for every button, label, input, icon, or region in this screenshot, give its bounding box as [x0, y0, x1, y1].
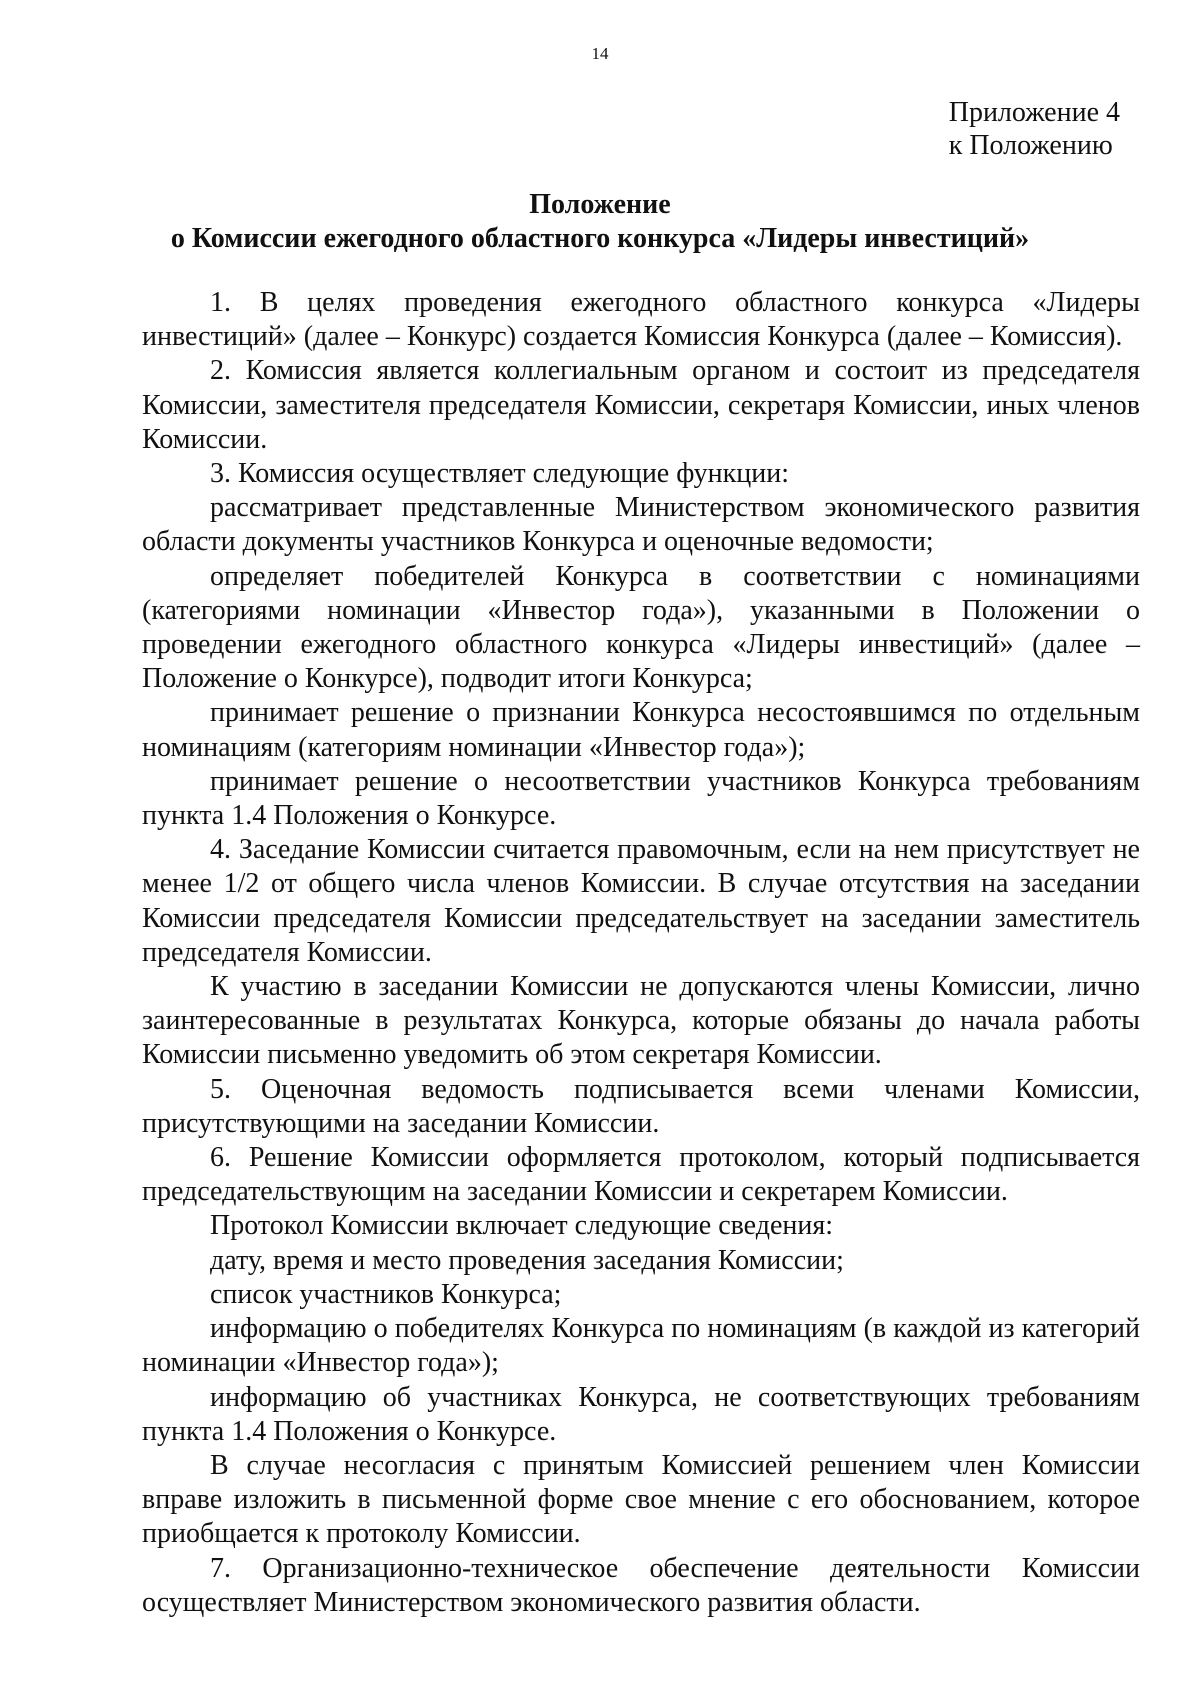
paragraph: В случае несогласия с принятым Комиссией решением член Комиссии вправе изложить в письменной форме свое мнение с его обоснованием, которое приобщается к протоколу Комиссии.	[142, 1449, 1140, 1550]
paragraph: Протокол Комиссии включает следующие сведения:	[210, 1210, 834, 1242]
document-title	[0, 188, 1200, 256]
paragraph: 5. Оценочная ведомость подписывается всеми членами Комиссии, присутствующими на заседании Комиссии.	[142, 1073, 1140, 1139]
title-line-2: о Комиссии ежегодного областного конкурса «Лидеры инвестиций»	[170, 223, 1030, 254]
annex-line-2: к Положению	[948, 130, 1113, 161]
paragraph: 7. Организационно-техническое обеспечение деятельности Комиссии осуществляет Министерством экономического развития области.	[142, 1552, 1140, 1618]
paragraph: принимает решение о несоответствии участников Конкурса требованиям пункта 1.4 Положения о Конкурсе.	[142, 765, 1140, 832]
paragraph: принимает решение о признании Конкурса несостоявшимся по отдельным номинациям (категориям номинации «Инвестор года»);	[142, 697, 1140, 763]
paragraph: 6. Решение Комиссии оформляется протоколом, который подписывается председательствующим на заседании Комиссии и секретарем Комиссии.	[142, 1142, 1140, 1208]
annex-reference	[949, 96, 1120, 162]
paragraph: информацию об участниках Конкурса, не соответствующих требованиям пункта 1.4 Положения о Конкурсе.	[142, 1381, 1140, 1447]
paragraph: 3. Комиссия осуществляет следующие функции:	[210, 458, 790, 490]
title-line-1: Положение	[529, 189, 671, 220]
paragraph: информацию о победителях Конкурса по номинациям (в каждой из категорий номинации «Инвестор года»);	[142, 1313, 1140, 1379]
paragraph: 1. В целях проведения ежегодного областного конкурса «Лидеры инвестиций» (далее – Конкурс) создается Комиссия Конкурса (далее – Комиссия).	[142, 287, 1140, 353]
page-number: 14	[591, 44, 609, 63]
annex-line-1: Приложение 4	[948, 97, 1120, 128]
paragraph: К участию в заседании Комиссии не допускаются члены Комиссии, лично заинтересованные в результатах Конкурса, которые обязаны до начала работы Комиссии письменно уведомить об этом секретаря Комиссии.	[142, 971, 1140, 1071]
paragraph: 2. Комиссия является коллегиальным органом и состоит из председателя Комиссии, заместителя председателя Комиссии, секретаря Комиссии, иных членов Комиссии.	[142, 355, 1140, 455]
paragraph: 4. Заседание Комиссии считается правомочным, если на нем присутствует не менее 1/2 от общего числа членов Комиссии. В случае отсутствия на заседании Комиссии председателя Комиссии председательствует на заседании заместитель председателя Комиссии.	[142, 834, 1140, 968]
paragraph: определяет победителей Конкурса в соответствии с номинациями (категориями номинации «Инвестор года»), указанными в Положении о проведении ежегодного областного конкурса «Лидеры инвестиций» (далее – Положение о Конкурсе), подводит итоги Конкурса;	[142, 560, 1140, 695]
paragraph: рассматривает представленные Министерством экономического развития области документы участников Конкурса и оценочные ведомости;	[142, 492, 1140, 558]
paragraph: дату, время и место проведения заседания Комиссии;	[210, 1244, 844, 1276]
paragraph: список участников Конкурса;	[210, 1278, 562, 1310]
document-body	[142, 286, 1140, 1620]
